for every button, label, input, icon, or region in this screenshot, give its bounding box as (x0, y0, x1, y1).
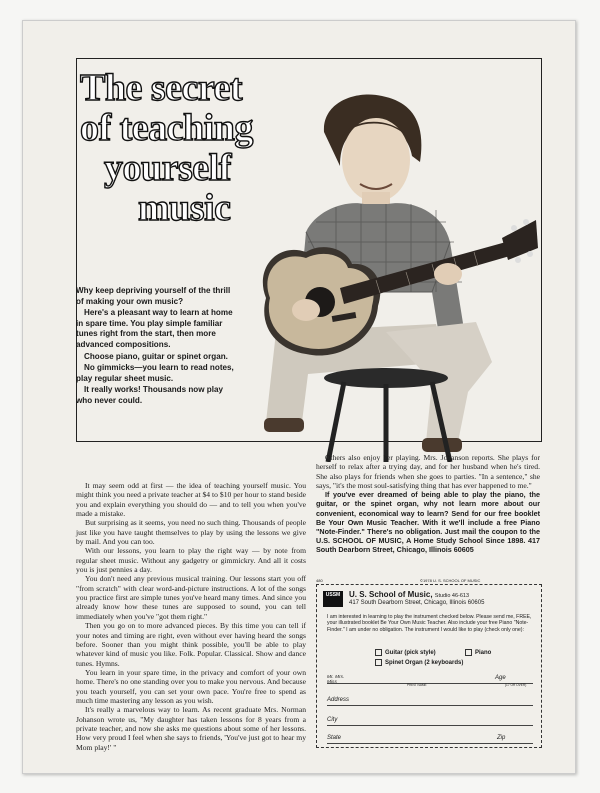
studio-number: Studio 46-613 (434, 593, 470, 599)
body-paragraph: But surprising as it seems, you need no such thing. Thousands of people just like you have taught themselves to play by using the lessons we give by mail. And you can too. (76, 518, 306, 547)
address-field[interactable] (327, 697, 533, 706)
checkbox-spinet-organ[interactable] (375, 659, 382, 666)
checkbox-guitar[interactable] (375, 649, 382, 656)
body-paragraph: Then you go on to more advanced pieces. By this time you can tell if your notes and timing are right, even without ever having heard the songs before. Sooner than you might think possible, you'll be able to play whatever kind of music you like. Folk. Popular. Classical. Show and dance tunes. Hymns. (76, 621, 306, 668)
option-label: Guitar (pick style) (385, 649, 436, 656)
body-column-right (316, 453, 540, 554)
body-paragraph: With our lessons, you learn to play the right way — by note from regular sheet music. Without any gadgetry or gimmickry. And all it costs you is just pennies a day. (76, 546, 306, 575)
headline-line: yourself (104, 147, 231, 189)
call-to-action: If you've ever dreamed of being able to play the piano, the guitar, or the spinet organ, why not learn more about our convenient, economical way to learn? Send for our free booklet Be Your Own Music Teacher. With it we'll include a free Piano "Note-Finder." There's no obligation. Just mail the coupon to the U.S. SCHOOL OF MUSIC, A Home Study School Since 1898. 417 South Dearborn Street, Chicago, Illinois 60605 (316, 490, 540, 554)
age-label: Age (495, 675, 506, 681)
pitch-paragraph: Here's a pleasant way to learn at home in spare time. You play simple familiar tunes right from the start, then more advanced compositions. (76, 308, 233, 349)
coupon-copyright: ©1978 U. S. SCHOOL OF MUSIC (420, 578, 481, 583)
body-column-left (76, 481, 306, 752)
school-name-text: U. S. School of Music, (349, 590, 433, 599)
school-logo: USSM (323, 591, 343, 607)
body-paragraph: It may seem odd at first — the idea of teaching yourself music. You might think you need a private teacher at $4 to $10 per hour to stand beside you and explain everything you should do — and to tell you when you've made a mistake. (76, 481, 306, 519)
name-label: Mr. Mrs. Miss (327, 675, 345, 685)
body-paragraph: Others also enjoy her playing. Mrs. Johanson reports. She plays for herself to relax after a trying day, and for her husband when he's tired. She also plays for friends when she goes to parties. "In a sentence," she says, "it's the most soul-satisfying thing that has ever happened to me." (316, 453, 540, 491)
pitch-paragraph: No gimmicks—you learn to read notes, play regular sheet music. (76, 363, 234, 383)
zip-label: Zip (497, 735, 506, 741)
print-name-label: PRINT NAME (407, 683, 427, 687)
city-label: City (327, 717, 338, 723)
body-paragraph: It's really a marvelous way to learn. As recent graduate Mrs. Norman Johanson wrote us, "My daughter has taken lessons for 8 years from a private teacher, and now she asks me questions about some of her lessons. How very proud I feel when she says to friends, 'You've just got to hear my Mom play!' " (76, 705, 306, 752)
school-address: 417 South Dearborn Street, Chicago, Illinois 60605 (349, 600, 485, 606)
option-label: Piano (475, 649, 492, 656)
headline-line: music (138, 187, 231, 229)
checkbox-piano[interactable] (465, 649, 472, 656)
pitch-paragraph: It really works! Thousands now play who never could. (76, 385, 223, 405)
headline-line: of teaching (80, 107, 253, 149)
pitch-paragraph: Choose piano, guitar or spinet organ. (84, 351, 228, 361)
pitch-text (76, 286, 234, 408)
city-field[interactable] (327, 717, 533, 726)
age-note: (17 OR OVER) (505, 683, 527, 687)
option-guitar[interactable] (375, 649, 436, 656)
pitch-paragraph: Why keep depriving yourself of the thrill of making your own music? (76, 286, 231, 306)
coupon-code: 480 (316, 578, 323, 583)
guitarist-photo (236, 92, 538, 462)
school-name (349, 590, 469, 599)
state-label: State (327, 735, 342, 741)
option-piano[interactable] (465, 649, 491, 656)
option-spinet-organ[interactable] (375, 659, 463, 666)
body-paragraph: You don't need any previous musical training. Our lessons start you off "from scratch" with clear word-and-picture instructions. A lot of the songs you practice first are simple tunes you've heard many times. And since you already know how these tunes are supposed to sound, you can tell immediately when you've "got them right." (76, 574, 306, 621)
address-label: Address (327, 697, 350, 703)
mail-coupon (316, 584, 542, 748)
body-paragraph: You learn in your spare time, in the privacy and comfort of your own home. There's no one standing over you to make you nervous. And because you teach yourself, you can set your own pace. You're free to spend as much time mastering any lesson as you wish. (76, 667, 306, 705)
name-field[interactable] (327, 675, 533, 687)
coupon-text: I am interested in learning to play the instrument checked below. Please send me, FREE, your illustrated booklet Be Your Own Music Teacher. Also include your free Piano "Note-Finder." I am under no obligation. The instrument I would like to play (check only one): (327, 614, 532, 633)
state-zip-field[interactable] (327, 735, 533, 744)
option-label: Spinet Organ (2 keyboards) (385, 659, 464, 666)
headline-line: The secret (80, 67, 243, 109)
